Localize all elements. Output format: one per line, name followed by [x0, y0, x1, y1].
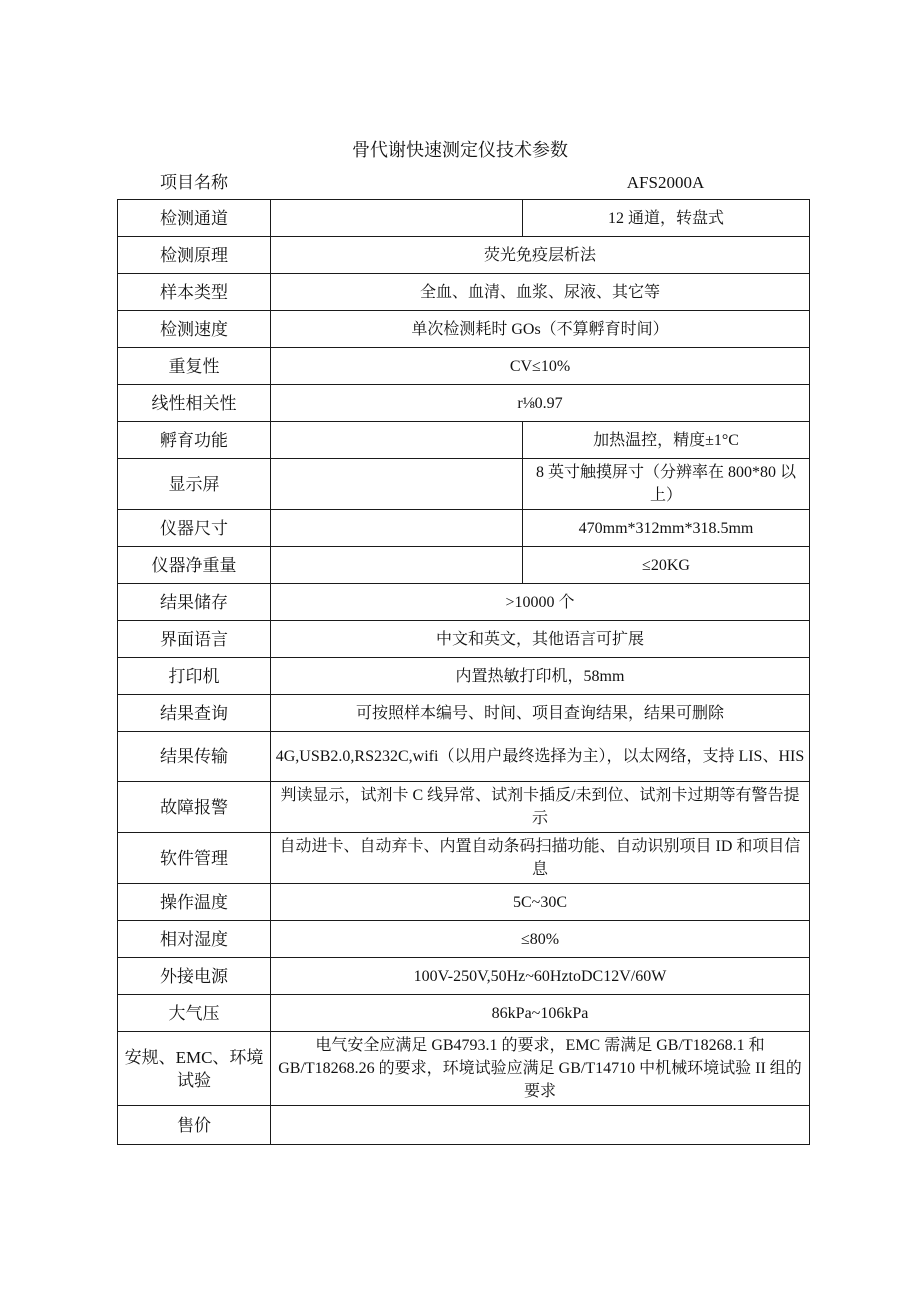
table-row: [118, 200, 810, 237]
row-value: 100V-250V,50Hz~60HztoDC12V/60W: [271, 958, 810, 995]
row-label: 孵育功能: [118, 422, 271, 459]
table-row: [118, 311, 810, 348]
table-row: [118, 274, 810, 311]
row-value: 电气安全应满足 GB4793.1 的要求，EMC 需满足 GB/T18268.1 和 GB/T18268.26 的要求，环境试验应满足 GB/T14710 中机械环境试验 II 组的要求: [271, 1032, 810, 1106]
table-row: [118, 1106, 810, 1145]
row-label: 显示屏: [118, 459, 271, 510]
row-label: 相对湿度: [118, 921, 271, 958]
row-label: 重复性: [118, 348, 271, 385]
table-row: [118, 884, 810, 921]
empty-cell: [271, 547, 523, 584]
row-label: 打印机: [118, 658, 271, 695]
table-row: [118, 1032, 810, 1106]
model-number: AFS2000A: [626, 173, 705, 192]
table-row: [118, 658, 810, 695]
row-label: 故障报警: [118, 782, 271, 833]
table-row: [118, 459, 810, 510]
row-label: 检测原理: [118, 237, 271, 274]
row-label: 售价: [118, 1106, 271, 1145]
table-row: [118, 385, 810, 422]
row-value: 加热温控，精度±1°C: [523, 422, 810, 459]
table-row: [118, 422, 810, 459]
item-name-label: 项目名称: [160, 173, 228, 192]
row-value: 12 通道，转盘式: [523, 200, 810, 237]
table-row: [118, 547, 810, 584]
row-label: 结果储存: [118, 584, 271, 621]
empty-cell: [271, 422, 523, 459]
document-title: 骨代谢快速测定仪技术参数: [352, 140, 568, 160]
row-value: 自动进卡、自动弃卡、内置自动条码扫描功能、自动识别项目 ID 和项目信息: [271, 833, 810, 884]
row-value: 内置热敏打印机，58mm: [271, 658, 810, 695]
row-value: 5C~30C: [271, 884, 810, 921]
row-label: 界面语言: [118, 621, 271, 658]
row-label: 仪器尺寸: [118, 510, 271, 547]
row-value: 86kPa~106kPa: [271, 995, 810, 1032]
table-row: [118, 348, 810, 385]
row-value: 荧光免疫层析法: [271, 237, 810, 274]
table-row: [118, 237, 810, 274]
row-value: >10000 个: [271, 584, 810, 621]
table-row: [118, 782, 810, 833]
empty-cell: [271, 459, 523, 510]
row-value: 4G,USB2.0,RS232C,wifi（以用户最终选择为主），以太网络，支持 LIS、HIS: [271, 732, 810, 782]
row-value: 8 英寸触摸屏寸（分辨率在 800*80 以上）: [523, 459, 810, 510]
empty-cell: [271, 200, 523, 237]
table-row: [118, 732, 810, 782]
table-row: [118, 510, 810, 547]
table-row: [118, 833, 810, 884]
row-value: 单次检测耗时 GOs（不算孵育时间）: [271, 311, 810, 348]
spec-table: [117, 199, 810, 1145]
empty-cell: [271, 510, 523, 547]
row-label: 操作温度: [118, 884, 271, 921]
table-row: [118, 695, 810, 732]
row-label: 样本类型: [118, 274, 271, 311]
row-label: 仪器净重量: [118, 547, 271, 584]
row-value: ≤20KG: [523, 547, 810, 584]
row-label: 软件管理: [118, 833, 271, 884]
table-row: [118, 621, 810, 658]
row-label: 检测速度: [118, 311, 271, 348]
table-row: [118, 921, 810, 958]
row-value: ≤80%: [271, 921, 810, 958]
row-value: r⅛0.97: [271, 385, 810, 422]
row-label: 结果查询: [118, 695, 271, 732]
row-value: CV≤10%: [271, 348, 810, 385]
row-value: [271, 1106, 810, 1145]
row-label: 检测通道: [118, 200, 271, 237]
row-label: 大气压: [118, 995, 271, 1032]
header-row: [118, 170, 808, 196]
row-value: 可按照样本编号、时间、项目查询结果，结果可删除: [271, 695, 810, 732]
row-label: 外接电源: [118, 958, 271, 995]
table-row: [118, 584, 810, 621]
row-value: 470mm*312mm*318.5mm: [523, 510, 810, 547]
row-value: 判读显示，试剂卡 C 线异常、试剂卡插反/未到位、试剂卡过期等有警告提示: [271, 782, 810, 833]
row-value: 全血、血清、血浆、尿液、其它等: [271, 274, 810, 311]
row-value: 中文和英文，其他语言可扩展: [271, 621, 810, 658]
row-label: 线性相关性: [118, 385, 271, 422]
row-label: 结果传输: [118, 732, 271, 782]
table-row: [118, 958, 810, 995]
table-row: [118, 995, 810, 1032]
row-label: 安规、EMC、环境试验: [118, 1032, 271, 1106]
